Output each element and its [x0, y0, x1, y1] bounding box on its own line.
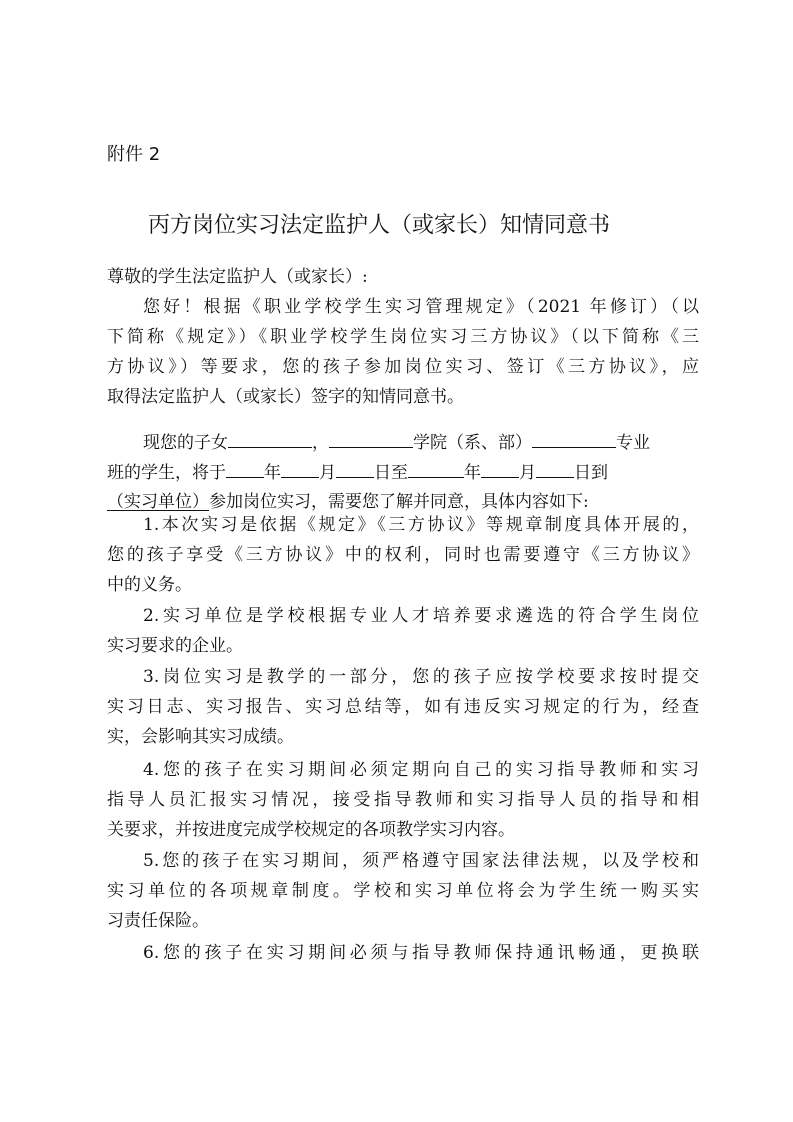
text-comma: ，	[312, 433, 329, 453]
item-5-line-1: 5.您的孩子在实习期间，须严格遵守国家法律法规，以及学校和	[143, 851, 699, 871]
text-day-to: 日至	[374, 463, 408, 483]
item-3	[107, 662, 699, 752]
item-1-line-1: 1.本次实习是依据《规定》《三方协议》等规章制度具体开展的，	[143, 515, 699, 535]
start-month-blank[interactable]	[281, 457, 319, 478]
item-1-line-2: 您的孩子享受《三方协议》中的权利，同时也需要遵守《三方协议》	[107, 545, 699, 565]
item-3-line-2: 实习日志、实习报告、实习总结等，如有违反实习规定的行为，经查	[107, 697, 699, 717]
item-4	[107, 755, 699, 845]
document-title: 丙方岗位实习法定监护人（或家长）知情同意书	[148, 213, 611, 238]
item-4-line-2: 指导人员汇报实习情况，接受指导教师和实习指导人员的指导和相	[107, 790, 699, 810]
fill-in-line-2	[107, 457, 699, 487]
text-month-2: 月	[519, 463, 536, 483]
college-blank[interactable]	[329, 427, 413, 448]
fill-in-line-1	[107, 427, 699, 457]
item-6	[107, 938, 699, 968]
text-participate: 参加岗位实习，需要您了解并同意，具体内容如下:	[209, 492, 589, 512]
text-year-2: 年	[464, 463, 481, 483]
text-class-student: 班的学生，将于	[107, 463, 226, 483]
internship-unit-field[interactable]: （实习单位）	[107, 492, 209, 512]
item-5-line-3: 习责任保险。	[107, 911, 209, 931]
end-day-blank[interactable]	[536, 457, 574, 478]
end-month-blank[interactable]	[481, 457, 519, 478]
major-blank[interactable]	[532, 427, 616, 448]
item-6-line-1: 6.您的孩子在实习期间必须与指导教师保持通讯畅通，更换联	[143, 943, 699, 963]
text-year-1: 年	[264, 463, 281, 483]
intro-line-2: 下简称《规定》）《职业学校学生岗位实习三方协议》（以下简称《三	[107, 327, 699, 347]
intro-line-1: 您好！根据《职业学校学生实习管理规定》（2021 年修订）（以	[143, 297, 699, 317]
end-year-blank[interactable]	[408, 457, 464, 478]
start-year-blank[interactable]	[226, 457, 264, 478]
attachment-label: 附件 2	[107, 144, 161, 165]
item-4-line-1: 4.您的孩子在实习期间必须定期向自己的实习指导教师和实习	[143, 760, 699, 780]
start-day-blank[interactable]	[336, 457, 374, 478]
text-day-arrive: 日到	[574, 463, 608, 483]
item-4-line-3: 关要求，并按进度完成学校规定的各项教学实习内容。	[107, 820, 515, 840]
item-2-line-1: 2.实习单位是学校根据专业人才培养要求遴选的符合学生岗位	[143, 606, 699, 626]
text-child-name-prefix: 现您的子女	[143, 433, 228, 453]
intro-section	[107, 262, 699, 412]
item-2-line-2: 实习要求的企业。	[107, 636, 243, 656]
intro-line-3: 方协议》）等要求，您的孩子参加岗位实习、签订《三方协议》，应	[107, 357, 699, 377]
item-3-line-3: 实，会影响其实习成绩。	[107, 727, 294, 747]
item-1-line-3: 中的义务。	[107, 575, 192, 595]
text-major: 专业	[616, 433, 650, 453]
item-5	[107, 846, 699, 936]
item-5-line-2: 实习单位的各项规章制度。学校和实习单位将会为学生统一购买实	[107, 881, 699, 901]
item-3-line-1: 3.岗位实习是教学的一部分，您的孩子应按学校要求按时提交	[143, 667, 699, 687]
intro-line-4: 取得法定监护人（或家长）签字的知情同意书。	[107, 387, 464, 407]
text-month-1: 月	[319, 463, 336, 483]
child-name-blank[interactable]	[228, 427, 312, 448]
salutation: 尊敬的学生法定监护人（或家长）:	[107, 267, 368, 287]
item-2	[107, 601, 699, 661]
text-college-dept: 学院（系、部）	[413, 433, 532, 453]
fill-in-section	[107, 427, 699, 517]
item-1	[107, 510, 699, 600]
